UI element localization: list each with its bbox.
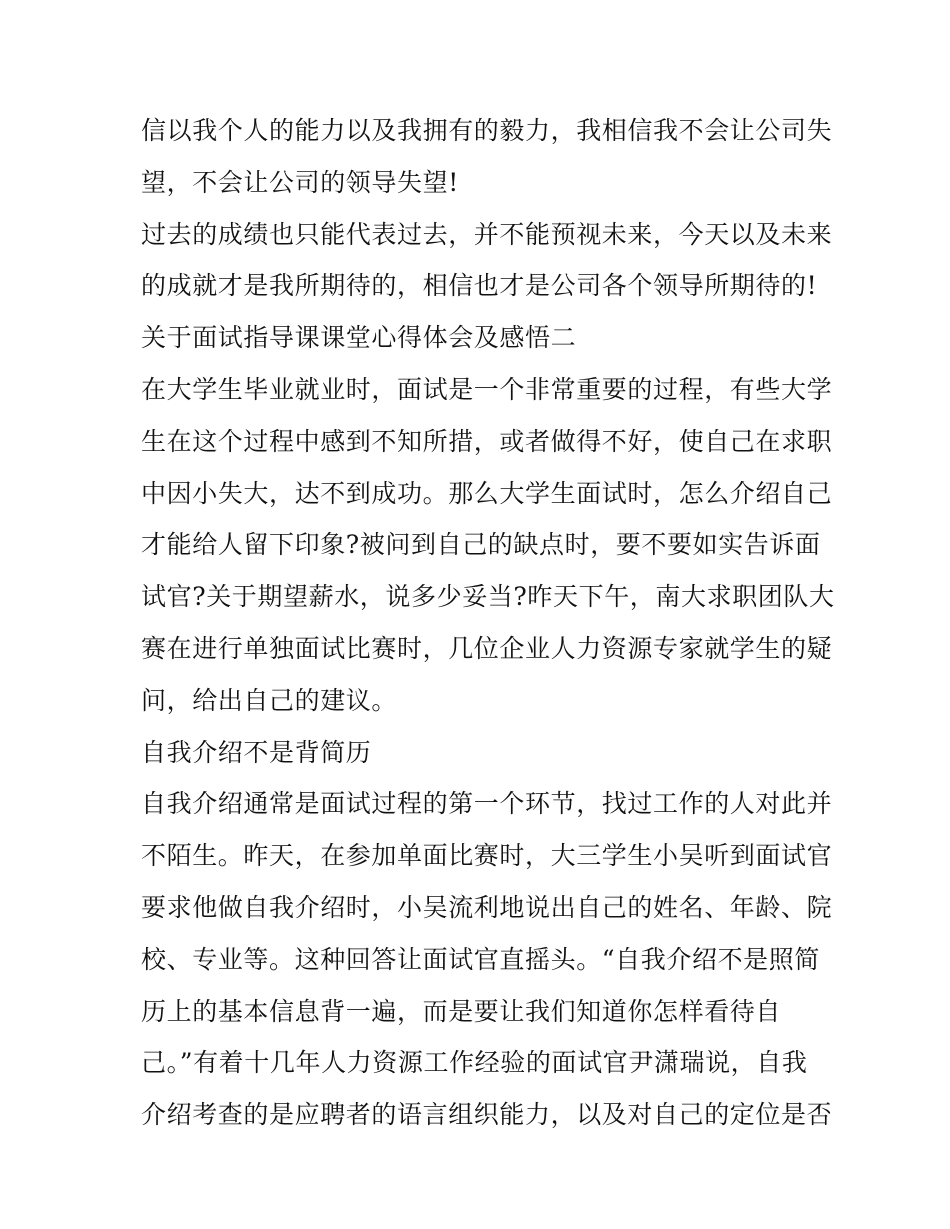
text-line: 问，给出自己的建议。 — [141, 685, 398, 715]
text-line: 望，不会让公司的领导失望! — [141, 167, 459, 197]
text-line: 己。”有着十几年人力资源工作经验的面试官尹潇瑞说，自我 — [141, 1048, 808, 1078]
text-line: 的成就才是我所期待的，相信也才是公司各个领导所期待的! — [141, 271, 818, 301]
text-line: 不陌生。昨天，在参加单面比赛时，大三学生小吴听到面试官 — [141, 841, 833, 871]
text-line: 校、专业等。这种回答让面试官直摇头。“自我介绍不是照简 — [141, 944, 820, 974]
text-line: 过去的成绩也只能代表过去，并不能预视未来，今天以及未来 — [141, 219, 833, 249]
text-line: 中因小失大，达不到成功。那么大学生面试时，怎么介绍自己 — [141, 478, 833, 508]
section-heading: 关于面试指导课课堂心得体会及感悟二 — [141, 323, 577, 353]
text-line: 历上的基本信息背一遍，而是要让我们知道你怎样看待自 — [141, 996, 782, 1026]
text-line: 自我介绍通常是面试过程的第一个环节，找过工作的人对此并 — [141, 789, 833, 819]
text-line: 要求他做自我介绍时，小吴流利地说出自己的姓名、年龄、院 — [141, 892, 833, 922]
text-line: 在大学生毕业就业时，面试是一个非常重要的过程，有些大学 — [141, 374, 833, 404]
text-line: 介绍考查的是应聘者的语言组织能力，以及对自己的定位是否 — [141, 1100, 833, 1130]
subheading: 自我介绍不是背简历 — [141, 737, 372, 767]
text-line: 才能给人留下印象?被问到自己的缺点时，要不要如实告诉面 — [141, 530, 821, 560]
text-line: 生在这个过程中感到不知所措，或者做得不好，使自己在求职 — [141, 426, 833, 456]
text-line: 信以我个人的能力以及我拥有的毅力，我相信我不会让公司失 — [141, 116, 833, 145]
text-line: 试官?关于期望薪水，说多少妥当?昨天下午，南大求职团队大 — [141, 582, 835, 612]
body-text — [141, 105, 835, 1141]
text-line: 赛在进行单独面试比赛时，几位企业人力资源专家就学生的疑 — [141, 633, 833, 663]
